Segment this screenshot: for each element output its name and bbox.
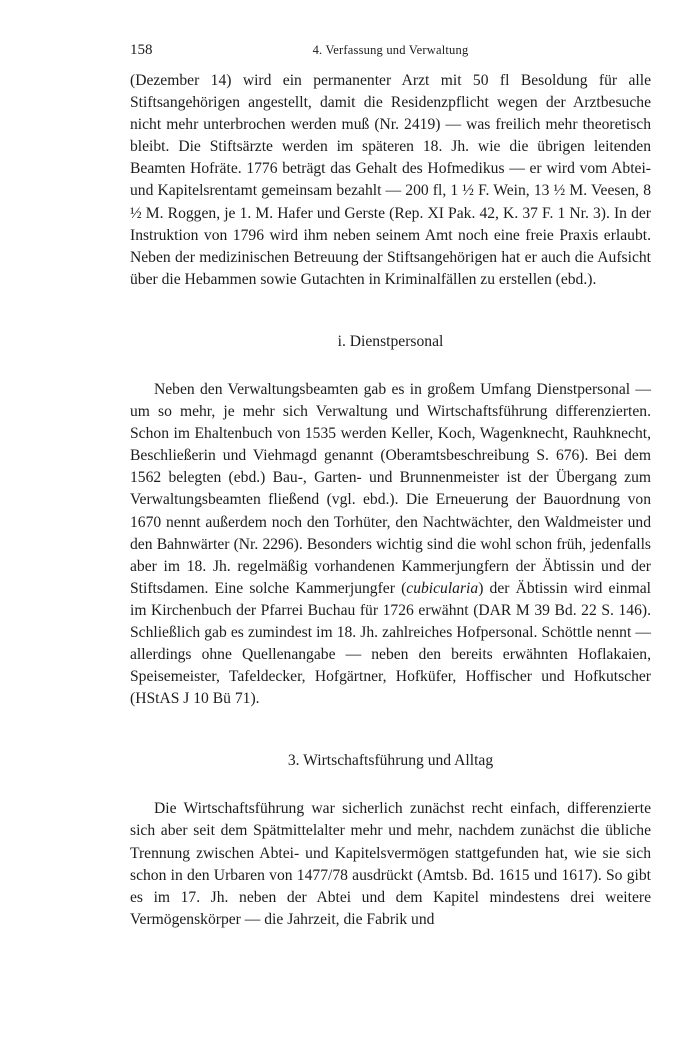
dienstpersonal-text-part2: ) der Äbtissin wird einmal im Kirchenbuch der Pfarrei Buchau für 1726 erwähnt (DAR M 39 Bd. 22 S. 146). Schließlich gab es zumindest im 18. Jh. zahlreiches Hofpersonal. Schöttle nennt — allerdings ohne Quellenangabe — neben den bereits erwähnten Hoflakaien, Speisemeister, Tafeldecker, Hofgärtner, Hofküfer, Hoffischer und Hofkutscher (HStAS J 10 Bü 71). (130, 579, 651, 708)
page-number: 158 (130, 42, 153, 58)
dienstpersonal-text-part1: Neben den Verwaltungsbeamten gab es in großem Umfang Dienstpersonal — um so mehr, je mehr sich Verwaltung und Wirtschaftsführung differenzierten. Schon im Ehaltenbuch von 1535 werden Keller, Koch, Wagenknecht, Rauhknecht, Beschließerin und Viehmagd genannt (Oberamtsbeschreibung S. 676). Bei dem 1562 belegten (ebd.) Bau-, Garten- und Brunnenmeister ist der Übergang zum Verwaltungsbeamten fließend (vgl. ebd.). Die Erneuerung der Bauordnung von 1670 nennt außerdem noch den Torhüter, den Nachtwächter, den Waldmeister und den Bahnwärter (Nr. 2296). Besonders wichtig sind die wohl schon früh, jedenfalls aber im 18. Jh. regelmäßig vorhandenen Kammerjungfern der Äbtissin und der Stiftsdamen. Eine solche Kammerjungfer ( (130, 380, 651, 597)
running-title: 4. Verfassung und Verwaltung (312, 43, 469, 57)
spacer (130, 772, 651, 798)
spacer (130, 291, 651, 331)
dienstpersonal-paragraph (130, 379, 651, 710)
latin-term: cubicularia (406, 579, 479, 597)
section-heading-wirtschaftsfuehrung: 3. Wirtschaftsführung und Alltag (287, 752, 494, 770)
spacer (130, 710, 651, 750)
spacer (130, 353, 651, 379)
section-heading-dienstpersonal: i. Dienstpersonal (337, 332, 444, 350)
running-head (130, 40, 651, 64)
intro-paragraph: (Dezember 14) wird ein permanenter Arzt mit 50 fl Besoldung für alle Stiftsangehörigen angestellt, damit die Residenzpflicht wegen der Arztbesuche nicht mehr unterbrochen werden muß (Nr. 2419) — was freilich mehr theoretisch bleibt. Die Stiftsärzte werden im späteren 18. Jh. wie die übrigen leitenden Beamten Hofräte. 1776 beträgt das Gehalt des Hofmedikus — er wird vom Abtei- und Kapitelsrentamt gemeinsam bezahlt — 200 fl, 1 ½ F. Wein, 13 ½ M. Veesen, 8 ½ M. Roggen, je 1. M. Hafer und Gerste (Rep. XI Pak. 42, K. 37 F. 1 Nr. 3). In der Instruktion von 1796 wird ihm neben seinem Amt noch eine freie Praxis erlaubt. Neben der medizinischen Betreuung der Stiftsangehörigen hat er auch die Aufsicht über die Hebammen sowie Gutachten in Kriminalfällen zu erstellen (ebd.). (130, 72, 651, 288)
book-page (130, 40, 651, 931)
wirtschaftsfuehrung-paragraph: Die Wirtschaftsführung war sicherlich zunächst recht einfach, differenzierte sich aber seit dem Spätmittelalter mehr und mehr, nachdem zunächst die übliche Trennung zwischen Abtei- und Kapitelsvermögen stattgefunden hat, wie sie sich schon in den Urbaren von 1477/78 ausdrückt (Amtsb. Bd. 1615 und 1617). So gibt es im 17. Jh. neben der Abtei und dem Kapitel mindestens drei weitere Vermögenskörper — die Jahrzeit, die Fabrik und (130, 800, 651, 928)
